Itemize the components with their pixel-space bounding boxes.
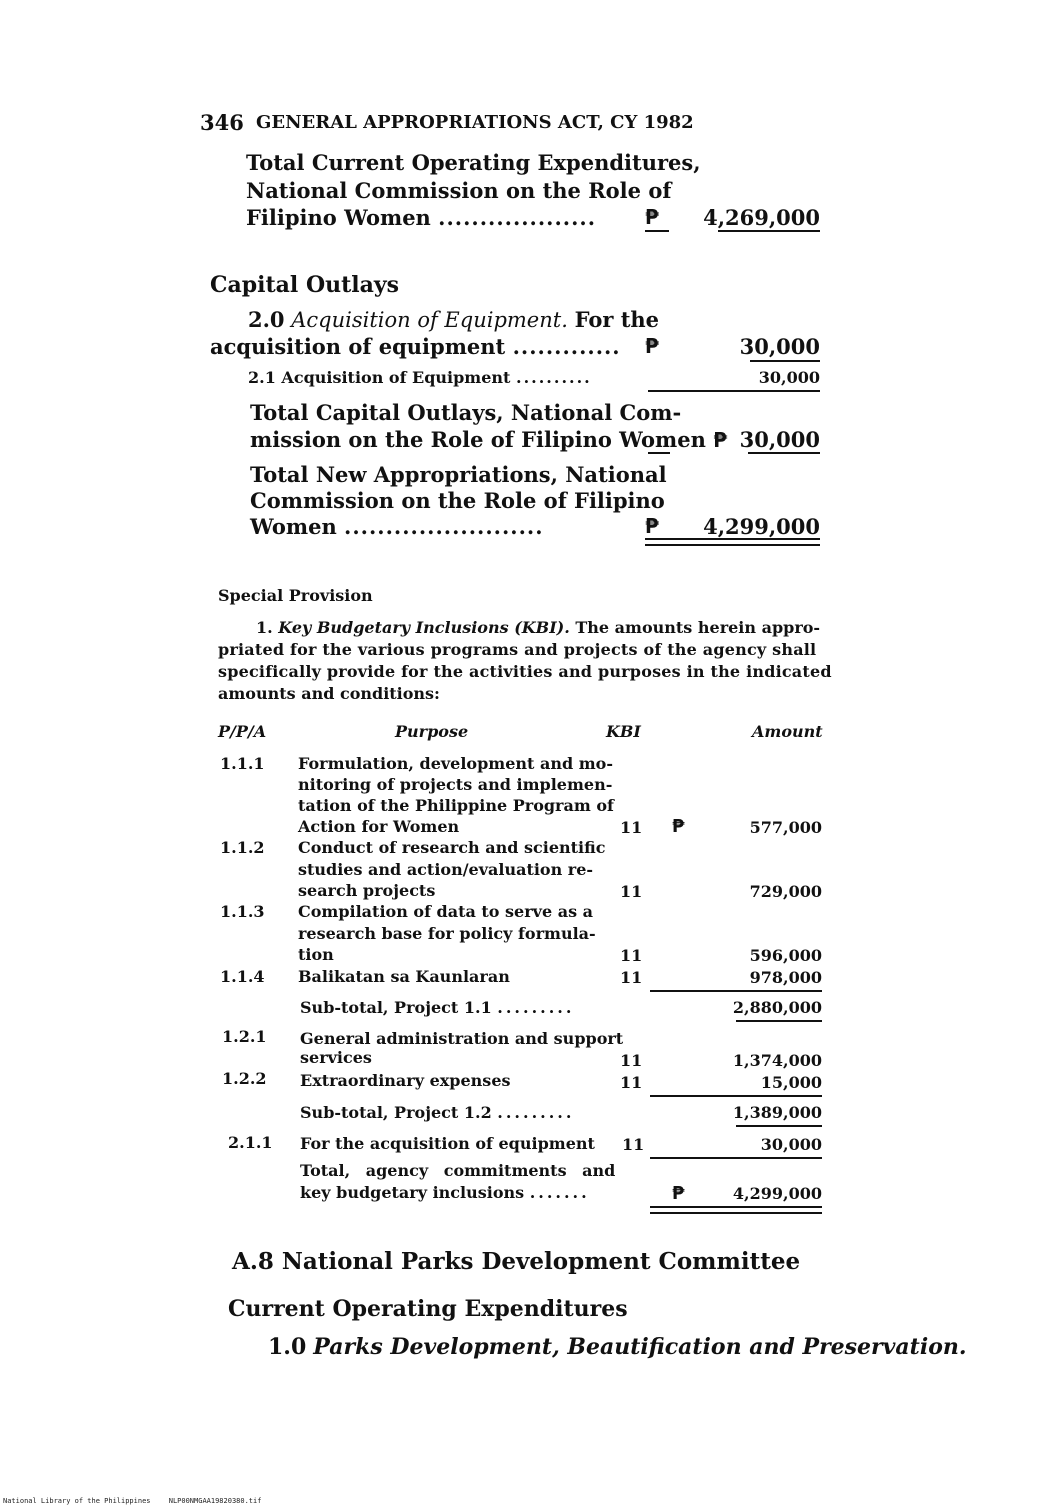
provision-line-3: specifically provide for the activities and purposes in the indicated [218,662,832,681]
special-provision-heading: Special Provision [218,586,373,605]
table-row-kbi: 11 [620,1051,643,1070]
sub-item-line [248,368,592,387]
col-header-amount: Amount [752,722,823,741]
new-approp-line-2: Commission on the Role of Filipino [250,488,665,513]
section-item-number: 1.0 [268,1334,307,1360]
table-row-kbi: 11 [620,818,643,837]
total-line-1: Total, agency commitments and [300,1161,616,1180]
leader-dots: ............. [512,334,621,359]
sub-item-label: 2.1 Acquisition of Equipment [248,368,511,387]
peso-sign: ₱ [645,514,659,538]
table-row-amount: 729,000 [749,882,822,901]
table-row-purpose: tion [298,945,334,964]
peso-sign: ₱ [713,428,728,452]
table-row-amount: 1,374,000 [732,1051,822,1070]
capital-item-amount: 30,000 [739,334,820,359]
table-row-purpose: nitoring of projects and implemen- [298,775,613,794]
table-row-purpose: General administration and support [300,1029,624,1048]
current-total-line-1: Total Current Operating Expenditures, [246,150,701,175]
current-total-line-2: National Commission on the Role of [246,178,672,203]
item-number: 2.0 [248,307,285,332]
table-row-ppa: 1.2.2 [222,1069,267,1088]
leader-dots: .......... [516,368,592,387]
new-approp-amount: 4,299,000 [703,514,820,539]
peso-sign: ₱ [672,1183,685,1204]
table-row-purpose: Conduct of research and scientific [298,838,606,857]
provision-number: 1. [256,618,273,637]
total-label: key budgetary inclusions [300,1183,525,1202]
col-header-purpose: Purpose [395,722,469,741]
col-header-ppa: P/P/A [218,722,267,741]
table-row-purpose: Balikatan sa Kaunlaran [298,967,510,986]
capital-outlays-heading: Capital Outlays [210,272,400,298]
table-row-purpose: tation of the Philippine Program of [298,796,614,815]
subtotal-label: Sub-total, Project 1.2 [300,1103,492,1122]
subtotal-label: Sub-total, Project 1.1 [300,998,492,1017]
total-line-2 [300,1183,590,1202]
sub-item-amount: 30,000 [758,368,820,387]
table-row-ppa: 1.1.3 [220,902,265,921]
table-row-purpose: Compilation of data to serve as a [298,902,594,921]
provision-line-4: amounts and conditions: [218,684,440,703]
current-total-amount: 4,269,000 [703,205,820,230]
leader-dots: ......... [497,1103,575,1122]
table-row-kbi: 11 [622,1135,645,1154]
page-number: 346 [200,110,244,135]
leader-dots: ....... [529,1183,590,1202]
table-row-kbi: 11 [620,968,643,987]
subtotal-2-label [300,1103,574,1122]
table-row-purpose: Action for Women [298,817,460,836]
table-row-amount: 577,000 [749,818,822,837]
table-row-ppa: 2.1.1 [228,1133,273,1152]
peso-sign: ₱ [672,816,685,837]
new-approp-line-1: Total New Appropriations, National [250,462,667,487]
table-row-purpose: For the acquisition of equipment [300,1134,595,1153]
capital-total-line-2 [250,427,727,452]
table-row-ppa: 1.2.1 [222,1027,267,1046]
scan-footer [3,1497,261,1505]
footer-file-id: NLP00NMGAA19820380.tif [168,1497,262,1505]
new-approp-line-3 [250,514,544,539]
provision-title: Key Budgetary Inclusions (KBI). [278,618,570,637]
table-row-kbi: 11 [620,882,643,901]
capital-item-line-2 [210,334,621,359]
table-row-ppa: 1.1.2 [220,838,265,857]
footer-library: National Library of the Philippines [3,1497,151,1505]
table-row-amount: 596,000 [749,946,822,965]
leader-dots: ......... [497,998,575,1017]
section-heading: A.8 National Parks Development Committee [232,1248,801,1275]
provision-line-2: priated for the various programs and projects of the agency shall [218,640,817,659]
item-rest: For the [574,307,660,332]
capital-total-label: mission on the Role of Filipino Women [250,427,706,452]
capital-total-amount: 30,000 [739,427,820,452]
table-row-kbi: 11 [620,1073,643,1092]
table-row-purpose: search projects [298,881,436,900]
col-header-kbi: KBI [606,722,641,741]
section-subheading: Current Operating Expenditures [228,1296,628,1322]
table-row-amount: 30,000 [760,1135,822,1154]
item-line2: acquisition of equipment [210,334,506,359]
capital-total-line-1: Total Capital Outlays, National Com- [250,400,682,425]
table-row-amount: 978,000 [749,968,822,987]
table-row-amount: 15,000 [760,1073,822,1092]
leader-dots: ................... [438,205,597,230]
provision-line-1 [256,618,820,637]
subtotal-2-amount: 1,389,000 [732,1103,822,1122]
table-row-purpose: studies and action/evaluation re- [298,860,594,879]
peso-sign: ₱ [645,205,659,229]
total-amount: 4,299,000 [732,1184,822,1203]
current-total-line-3 [246,205,596,230]
section-item-title: Parks Development, Beautification and Preservation. [313,1334,967,1360]
table-row-purpose: services [300,1048,372,1067]
table-row-ppa: 1.1.4 [220,967,265,986]
capital-item-line-1 [248,307,659,332]
running-title: GENERAL APPROPRIATIONS ACT, CY 1982 [256,112,694,133]
new-approp-label: Women [250,514,337,539]
current-total-label: Filipino Women [246,205,431,230]
table-row-ppa: 1.1.1 [220,754,265,773]
provision-text-1: The amounts herein appro- [575,618,821,637]
subtotal-1-label [300,998,574,1017]
subtotal-1-amount: 2,880,000 [732,998,822,1017]
leader-dots: ........................ [344,514,544,539]
peso-sign: ₱ [645,334,659,358]
table-row-purpose: Extraordinary expenses [300,1071,511,1090]
table-row-purpose: Formulation, development and mo- [298,754,613,773]
section-item [268,1334,967,1360]
table-row-purpose: research base for policy formula- [298,924,596,943]
table-row-kbi: 11 [620,946,643,965]
item-title: Acquisition of Equipment. [291,308,568,332]
